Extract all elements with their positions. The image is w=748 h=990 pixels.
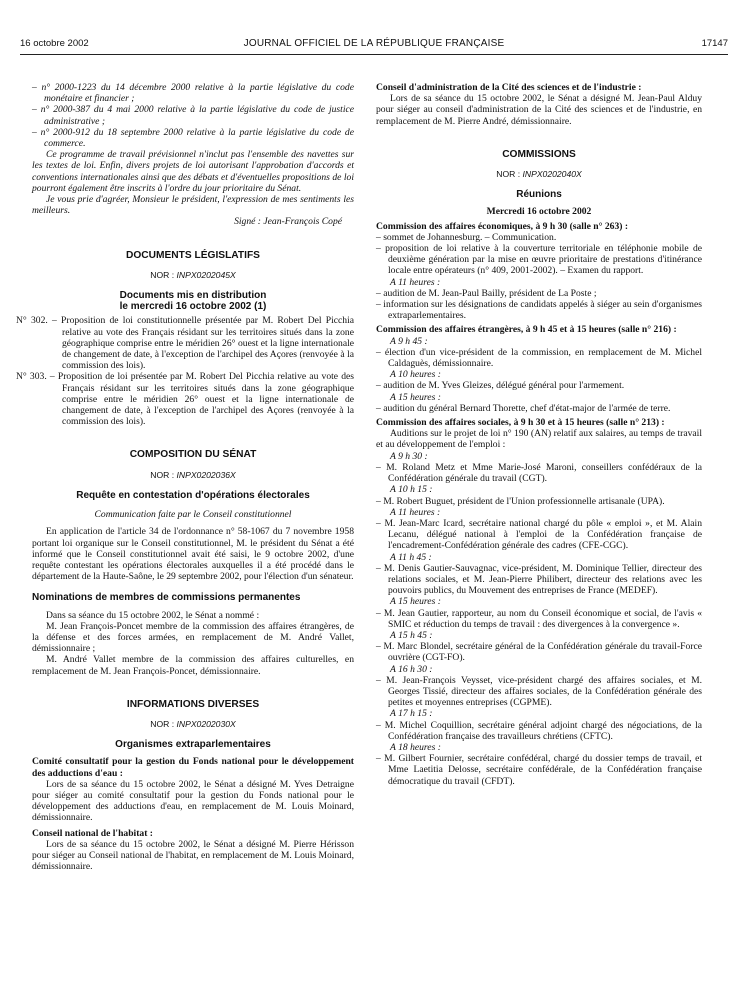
agenda-time: A 15 heures :: [390, 391, 441, 403]
agenda-item: – M. Jean Gautier, rapporteur, au nom du Conseil économique et social, de l'avis « SMIC et réduction du temps de travail : des divergences à la convergence ».: [376, 607, 702, 630]
intro-paragraph: Ce programme de travail prévisionnel n'inclut pas l'ensemble des navettes sur les textes de loi. Enfin, divers projets de loi autorisant l'approbation d'accords et conventions internationales ainsi que des débats et d'éventuelles propositions de loi pourront également être inscrits à l'ordre du jour prioritaire du Sénat.: [32, 149, 354, 194]
intro-item: – n° 2000-912 du 18 septembre 2000 relative à la partie législative du code de commerce.: [32, 126, 354, 150]
composition-paragraph: En application de l'article 34 de l'ordonnance n° 58-1067 du 7 novembre 1958 portant loi organique sur le Conseil constitutionnel, M. le président du Sénat a été informé que le Conseil constitutionnel avait été saisi, le 9 octobre 2002, d'une requête contestant les opérations électorales auxquelles il a été procédé dans le département de la Haute-Saône, le 29 septembre 2002, pour l'élection d'un sénateur.: [32, 526, 354, 583]
nor-reference: [32, 270, 354, 281]
signature: Signé : Jean-François Copé: [234, 216, 342, 228]
document-number: N° 302.: [16, 315, 48, 327]
agenda-time: A 15 h 45 :: [390, 629, 433, 641]
section-title-documents: DOCUMENTS LÉGISLATIFS: [126, 249, 260, 261]
social-intro: Auditions sur le projet de loi n° 190 (AN) relatif aux salaires, au temps de travail et au développement de l'emploi :: [376, 428, 702, 451]
meeting-date: Mercredi 16 octobre 2002: [486, 206, 592, 218]
header-rule: [20, 54, 728, 55]
agenda-item: – audition du général Bernard Thorette, chef d'état-major de l'armée de terre.: [376, 402, 671, 414]
document-item: [16, 371, 354, 427]
foreign-agenda: [376, 336, 702, 414]
nor-reference: [32, 470, 354, 481]
nominations-intro: Dans sa séance du 15 octobre 2002, le Sénat a nommé :: [46, 609, 260, 621]
agenda-item: – audition de M. Yves Gleizes, délégué général pour l'armement.: [376, 380, 625, 392]
agenda-item: – élection d'un vice-président de la commission, en remplacement de M. Michel Caldaguès, démissionnaire.: [376, 346, 702, 370]
subtitle-organismes: Organismes extraparlementaires: [115, 739, 271, 751]
organism-title: Comité consultatif pour la gestion du Fonds national pour le développement des adductions d'eau :: [32, 756, 354, 779]
social-agenda: [376, 451, 702, 787]
agenda-time: A 11 heures :: [390, 506, 441, 518]
commission-heading: Commission des affaires étrangères, à 9 h 45 et à 15 heures (salle n° 216) :: [376, 324, 677, 336]
agenda-item: – M. Jean-Marc Icard, secrétaire national chargé du pôle « emploi », et M. Alain Lecanu, délégué national à l'emploi de la Confédération française de l'encadrement-Confédération générale des cadres (CFE-CGC).: [376, 517, 702, 552]
agenda-time: A 11 h 45 :: [390, 551, 432, 563]
agenda-item: – audition de M. Jean-Paul Bailly, président de La Poste ;: [376, 287, 597, 299]
agenda-item: – M. Michel Coquillion, secrétaire général adjoint chargé des négociations, de la Confédération française des travailleurs chrétiens (CFTC).: [376, 719, 702, 742]
nor-code: INPX0202030X: [176, 718, 236, 729]
subtitle-reunions: Réunions: [516, 189, 562, 201]
nominations-title: Nominations de membres de commissions permanentes: [32, 592, 301, 604]
nor-code: INPX0202040X: [522, 169, 582, 180]
left-column: [16, 82, 355, 873]
agenda-time: A 18 heures :: [390, 741, 441, 753]
right-column: [376, 82, 702, 787]
agenda-time: A 11 heures :: [390, 276, 441, 288]
document-text: – Proposition de loi présentée par M. Robert Del Picchia relative au vote des Français résidant sur les territoires situés dans la zone géographique comprise entre le méridien 26° ouest et la ligne internationale de changement de date, à l'exception de l'archipel des Açores (renvoyée à la commission des lois).: [49, 371, 355, 428]
agenda-item: – M. Denis Gautier-Sauvagnac, vice-président, M. Dominique Tellier, directeur des relations sociales, et M. Jean-Pierre Philibert, directeur des relations avec les pouvoirs publics, du Mouvement des entreprises de France (MEDEF).: [376, 562, 702, 597]
agenda-item: – M. Roland Metz et Mme Marie-José Maroni, conseillers confédéraux de la Confédération générale du travail (CGT).: [376, 461, 702, 485]
section-title-informations: INFORMATIONS DIVERSES: [126, 698, 260, 710]
organism-title: Conseil national de l'habitat :: [32, 827, 154, 839]
page-number: 17147: [701, 38, 728, 49]
nor-code: INPX0202036X: [176, 469, 236, 480]
agenda-item: – proposition de loi relative à la couverture territoriale en téléphonie mobile de deuxième génération par la mise en œuvre prioritaire de prestations d'itinérance locale entre opérateurs (n° 409, 2001-2002). – Examen du rapport.: [376, 243, 702, 277]
nomination-item: M. Jean François-Poncet membre de la commission des affaires étrangères, de la défense et des forces armées, en remplacement de M. André Vallet, démissionnaire ;: [32, 620, 354, 655]
nor-label: NOR :: [150, 269, 175, 280]
agenda-time: A 10 heures :: [390, 369, 441, 381]
closing-paragraph: Je vous prie d'agréer, Monsieur le président, l'expression de mes sentiments les meilleurs.: [32, 194, 354, 217]
organism-paragraph: Lors de sa séance du 15 octobre 2002, le Sénat a désigné M. Yves Detraigne pour siéger au comité consultatif pour la gestion du Fonds national pour le développement des adductions d'eau, en remplacement de M. Louis Moinard, démissionnaire.: [32, 778, 354, 824]
nor-code: INPX0202045X: [176, 269, 236, 280]
nor-label: NOR :: [150, 718, 175, 729]
nor-reference: [32, 719, 354, 730]
agenda-item: – M. Jean-François Veysset, vice-président chargé des affaires sociales, et M. Georges Tissié, directeur des affaires sociales, de la Confédération générale des petites et moyennes entreprises (CGPME).: [376, 674, 702, 709]
header-date: 16 octobre 2002: [20, 38, 89, 49]
nor-label: NOR :: [496, 169, 521, 180]
agenda-time: A 15 heures :: [390, 596, 441, 608]
document-number: N° 303.: [16, 371, 47, 383]
organism-paragraph: Lors de sa séance du 15 octobre 2002, le Sénat a désigné M. Pierre Hérisson pour siéger au Conseil national de l'habitat, en remplacement de M. Louis Moinard, démissionnaire.: [32, 838, 354, 873]
agenda-item: – M. Gilbert Fournier, secrétaire confédéral, chargé du dossier temps de travail, et Mme Laetitia Delosse, secrétaire confédérale, de la Confédération française démocratique du travail (CFDT).: [376, 753, 702, 787]
subtitle-distribution: Documents mis en distribution: [119, 290, 267, 302]
agenda-time: A 16 h 30 :: [390, 663, 433, 675]
intro-item: – n° 2000-1223 du 14 décembre 2000 relative à la partie législative du code monétaire et financier ;: [32, 82, 354, 105]
nor-label: NOR :: [150, 469, 175, 480]
nor-reference: [376, 169, 702, 180]
commission-heading: Commission des affaires sociales, à 9 h 30 et à 15 heures (salle n° 213) :: [376, 417, 665, 429]
agenda-item: – M. Robert Buguet, président de l'Union professionnelle artisanale (UPA).: [376, 495, 665, 507]
agenda-time: A 10 h 15 :: [390, 484, 433, 496]
nomination-item: M. André Vallet membre de la commission des affaires culturelles, en remplacement de M. Jean François-Poncet, démissionnaire.: [32, 654, 354, 677]
page-header: [20, 38, 728, 52]
organism-title: Conseil d'administration de la Cité des sciences et de l'industrie :: [376, 82, 642, 93]
subtitle-requete: Requête en contestation d'opérations électorales: [76, 489, 310, 501]
agenda-item: – sommet de Johannesburg. – Communication.: [376, 231, 557, 243]
organism-paragraph: Lors de sa séance du 15 octobre 2002, le Sénat a désigné M. Jean-Paul Alduy pour siéger au conseil d'administration de la Cité des sciences et de l'industrie, en remplacement de M. Pierre André, démissionnaire.: [376, 93, 702, 127]
agenda-item: – M. Marc Blondel, secrétaire général de la Confédération générale du travail-Force ouvrière (CGT-FO).: [376, 641, 702, 664]
journal-title: JOURNAL OFFICIEL DE LA RÉPUBLIQUE FRANÇAISE: [243, 38, 505, 49]
agenda-time: A 17 h 15 :: [390, 708, 433, 720]
agenda-item: – information sur les désignations de candidats appelés à siéger au sein d'organismes extraparlementaires.: [376, 299, 702, 322]
document-text: – Proposition de loi constitutionnelle présentée par M. Robert Del Picchia relative au vote des Français résidant sur les territoires situés dans la zone géographique comprise entre le méridien 26° ouest et la ligne internationale de changement de date, à l'exception de l'archipel des Açores (renvoyée à la commission des lois).: [52, 315, 355, 372]
agenda-time: A 9 h 30 :: [390, 450, 428, 462]
section-title-composition: COMPOSITION DU SÉNAT: [129, 449, 257, 461]
commission-heading: Commission des affaires économiques, à 9 h 30 (salle n° 263) :: [376, 220, 629, 232]
economic-agenda: [376, 232, 702, 322]
agenda-time: A 9 h 45 :: [390, 335, 428, 347]
intro-item: – n° 2000-387 du 4 mai 2000 relative à la partie législative du code de justice administrative ;: [32, 104, 354, 127]
communication-line: Communication faite par le Conseil constitutionnel: [94, 509, 292, 521]
documents-list: [16, 315, 354, 427]
document-item: [16, 315, 354, 371]
subtitle-date: le mercredi 16 octobre 2002 (1): [119, 301, 267, 313]
section-title-commissions: COMMISSIONS: [502, 148, 576, 160]
